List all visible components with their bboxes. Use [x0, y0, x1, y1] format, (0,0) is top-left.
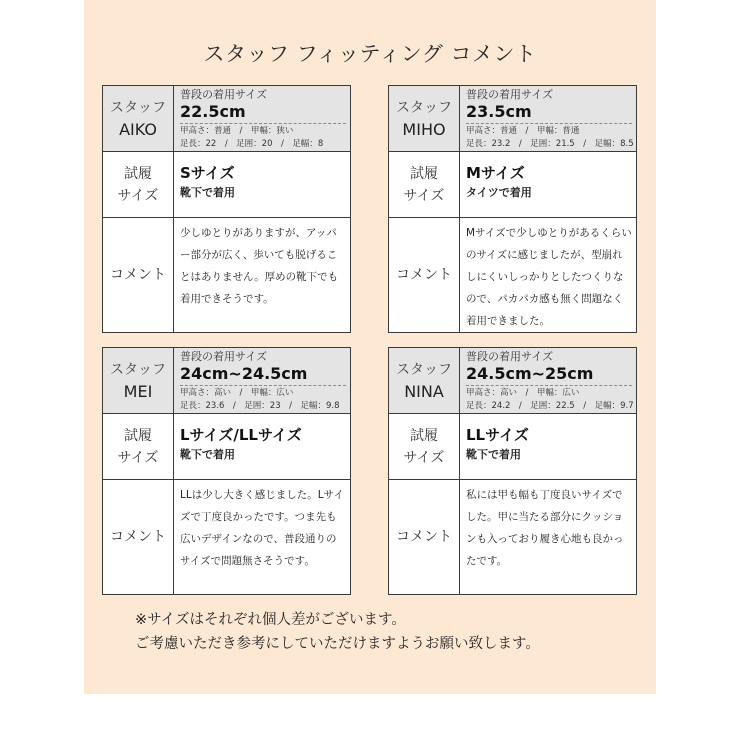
- staff-role: スタッフ: [110, 99, 166, 116]
- try-on-size: Mサイズ: [466, 164, 525, 182]
- staff-name: AIKO: [119, 119, 157, 139]
- foot-measurements: 足長：22 / 足囲：20 / 足幅：8: [180, 139, 324, 149]
- staff-card-nina: [388, 347, 637, 595]
- usual-size-value: 24cm~24.5cm: [180, 364, 308, 383]
- try-on-info: [460, 414, 636, 480]
- staff-label: [389, 348, 460, 414]
- try-on-note: タイツで着用: [466, 186, 532, 199]
- try-on-label: [103, 152, 174, 218]
- usual-size-value: 23.5cm: [466, 102, 532, 121]
- staff-name: NINA: [404, 381, 444, 401]
- try-on-label-line1: 試履: [124, 165, 152, 182]
- try-on-label: [103, 414, 174, 480]
- comment-text: 少しゆとりがありますが、アッパー部分が広く、歩いても脱げることはありません。厚めの靴下でも着用できそうです。: [180, 227, 339, 305]
- comment-text: 私には甲も幅も丁度良いサイズでした。甲に当たる部分にクッションも入っており履き心地も良かったです。: [466, 489, 624, 567]
- page-title: スタッフ フィッティング コメント: [203, 42, 537, 66]
- staff-name: MEI: [123, 381, 153, 401]
- disclaimer: [135, 608, 540, 656]
- comment-label: コメント: [103, 218, 174, 332]
- try-on-info: [174, 152, 350, 218]
- staff-role: スタッフ: [396, 361, 452, 378]
- usual-size-info: [460, 86, 636, 152]
- staff-card-mei: [102, 347, 351, 595]
- try-on-info: [174, 414, 350, 480]
- try-on-note: 靴下で着用: [466, 448, 521, 461]
- usual-size-caption: 普段の着用サイズ: [180, 88, 268, 101]
- staff-label: [389, 86, 460, 152]
- staff-card-miho: [388, 85, 637, 333]
- try-on-note: 靴下で着用: [180, 186, 235, 199]
- comment-text: LLは少し大きく感じました。Lサイズで丁度良かったです。つま先も広いデザインなので、普段通りのサイズで問題無さそうです。: [180, 489, 344, 567]
- dashed-divider: [180, 385, 346, 386]
- foot-measurements: 足長：23.6 / 足囲：23 / 足幅：9.8: [180, 401, 340, 411]
- comment-text: Mサイズで少しゆとりがあるくらいのサイズに感じましたが、型崩れしにくいしっかりとしたつくりなので、パカパカ感も無く問題なく着用できました。: [466, 227, 632, 327]
- comment-label: コメント: [103, 480, 174, 594]
- try-on-label-line2: サイズ: [403, 449, 445, 466]
- usual-size-info: [460, 348, 636, 414]
- try-on-label: [389, 152, 460, 218]
- try-on-size: LLサイズ: [466, 426, 529, 444]
- usual-size-caption: 普段の着用サイズ: [180, 350, 268, 363]
- staff-role: スタッフ: [110, 361, 166, 378]
- try-on-label-line2: サイズ: [117, 449, 159, 466]
- disclaimer-line2: ご考慮いただき参考にしていただけますようお願い致します。: [135, 636, 540, 652]
- usual-size-value: 24.5cm~25cm: [466, 364, 594, 383]
- staff-label: [103, 348, 174, 414]
- foot-shape: 甲高さ：普通 / 甲幅：普通: [466, 126, 580, 136]
- try-on-label-line2: サイズ: [117, 187, 159, 204]
- try-on-label-line1: 試履: [124, 427, 152, 444]
- comment-label: コメント: [389, 480, 460, 594]
- disclaimer-line1: ※サイズはそれぞれ個人差がございます。: [135, 612, 406, 628]
- try-on-label-line1: 試履: [410, 165, 438, 182]
- usual-size-info: [174, 86, 350, 152]
- try-on-size: Lサイズ/LLサイズ: [180, 426, 302, 444]
- foot-measurements: 足長：24.2 / 足囲：22.5 / 足幅：9.7: [466, 401, 634, 411]
- staff-role: スタッフ: [396, 99, 452, 116]
- usual-size-caption: 普段の着用サイズ: [466, 350, 554, 363]
- dashed-divider: [466, 385, 632, 386]
- try-on-info: [460, 152, 636, 218]
- foot-shape: 甲高さ：高い / 甲幅：広い: [466, 388, 580, 398]
- staff-card-aiko: [102, 85, 351, 333]
- usual-size-value: 22.5cm: [180, 102, 246, 121]
- try-on-size: Sサイズ: [180, 164, 235, 182]
- try-on-label-line1: 試履: [410, 427, 438, 444]
- staff-label: [103, 86, 174, 152]
- usual-size-info: [174, 348, 350, 414]
- foot-shape: 甲高さ：普通 / 甲幅：狭い: [180, 126, 294, 136]
- foot-shape: 甲高さ：高い / 甲幅：広い: [180, 388, 294, 398]
- dashed-divider: [180, 123, 346, 124]
- try-on-label: [389, 414, 460, 480]
- usual-size-caption: 普段の着用サイズ: [466, 88, 554, 101]
- dashed-divider: [466, 123, 632, 124]
- try-on-label-line2: サイズ: [403, 187, 445, 204]
- comment-label: コメント: [389, 218, 460, 332]
- foot-measurements: 足長：23.2 / 足囲：21.5 / 足幅：8.5: [466, 139, 634, 149]
- try-on-note: 靴下で着用: [180, 448, 235, 461]
- staff-name: MIHO: [402, 119, 446, 139]
